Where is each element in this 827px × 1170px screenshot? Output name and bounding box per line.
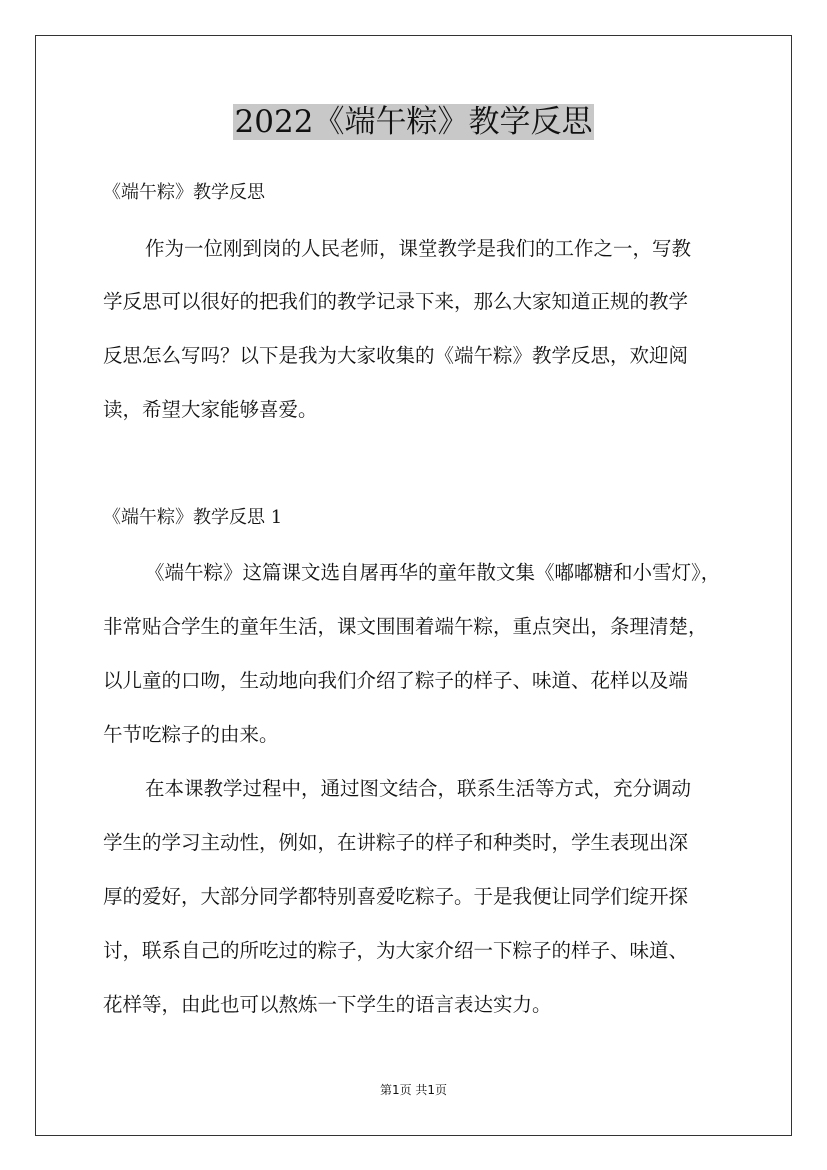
intro-line: 反思怎么写吗？以下是我为大家收集的《端午粽》教学反思，欢迎阅: [103, 344, 689, 367]
section1-para1-line: 午节吃粽子的由来。: [103, 723, 279, 746]
section1-para2-line: 讨，联系自己的所吃过的粽子，为大家介绍一下粽子的样子、味道、: [103, 939, 689, 962]
intro-line: 作为一位刚到岗的人民老师，课堂教学是我们的工作之一，写教: [145, 237, 692, 260]
section1-para1-line: 以儿童的口吻，生动地向我们介绍了粽子的样子、味道、花样以及端: [103, 669, 689, 692]
intro-heading: 《端午粽》教学反思: [103, 182, 265, 203]
section1-heading: 《端午粽》教学反思 1: [103, 507, 283, 528]
section1-para2-line: 厚的爱好，大部分同学都特别喜爱吃粽子。于是我便让同学们绽开探: [103, 885, 689, 908]
intro-line: 读，希望大家能够喜爱。: [103, 398, 318, 421]
page-footer: 第1页 共1页: [379, 1083, 448, 1097]
section1-para2-line: 在本课教学过程中，通过图文结合，联系生活等方式，充分调动: [145, 777, 692, 800]
section1-para1-line: 《端午粽》这篇课文选自屠再华的童年散文集《嘟嘟糖和小雪灯》，: [145, 561, 721, 584]
intro-line: 学反思可以很好的把我们的教学记录下来，那么大家知道正规的教学: [103, 290, 689, 313]
section1-para1-line: 非常贴合学生的童年生活，课文围围着端午粽，重点突出，条理清楚，: [103, 615, 708, 638]
section1-para2-line: 花样等，由此也可以熬炼一下学生的语言表达实力。: [103, 993, 552, 1016]
section1-para2-line: 学生的学习主动性，例如，在讲粽子的样子和种类时，学生表现出深: [103, 831, 689, 854]
document-title: [0, 100, 827, 144]
document-title-text: 2022《端午粽》教学反思: [234, 104, 593, 140]
